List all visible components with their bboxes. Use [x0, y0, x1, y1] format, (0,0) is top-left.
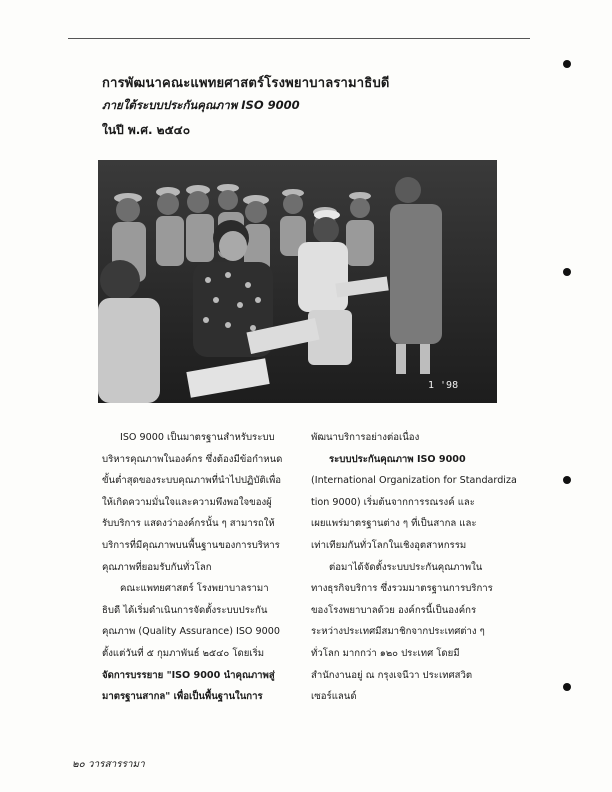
right-line: ทางธุรกิจบริการ ซึ่งรวมมาตรฐานการบริการ — [311, 583, 493, 595]
right-column — [311, 427, 521, 708]
left-column — [102, 427, 284, 708]
left-line: มาตรฐานสากล" เพื่อเป็นพื้นฐานในการ — [102, 691, 263, 703]
page-footer: ๒๐ วารสารรามา — [72, 759, 145, 770]
margin-dot-top — [563, 60, 571, 68]
left-line: ให้เกิดความมั่นใจและความพึงพอใจของผู้ — [102, 496, 272, 508]
right-line: ระบบประกันคุณภาพ ISO 9000 — [329, 453, 466, 465]
right-line: ทั่วโลก มากกว่า ๑๒๐ ประเทศ โดยมี — [311, 647, 460, 659]
left-line: ขั้นต่ำสุดของระบบคุณภาพที่นำไปปฏิบัติเพื่อ — [102, 475, 282, 487]
right-line: ต่อมาได้จัดตั้งระบบประกันคุณภาพใน — [329, 561, 483, 573]
left-line: รับบริการ แสดงว่าองค์กรนั้น ๆ สามารถให้ — [102, 518, 275, 530]
left-line: จัดการบรรยาย "ISO 9000 นำคุณภาพสู่ — [102, 669, 275, 681]
header-rule — [68, 38, 530, 39]
right-line: พัฒนาบริการอย่างต่อเนื่อง — [311, 432, 420, 443]
right-line: ระหว่างประเทศมีสมาชิกจากประเทศต่าง ๆ — [311, 626, 485, 638]
seminar-photo — [98, 160, 497, 403]
article-title: การพัฒนาคณะแพทยศาสตร์โรงพยาบาลรามาธิบดี — [102, 76, 390, 91]
article-subtitle: ภายใต้ระบบประกันคุณภาพ ISO 9000 — [102, 98, 300, 112]
left-line: ตั้งแต่วันที่ ๕ กุมภาพันธ์ ๒๕๔๐ โดยเริ่ม — [102, 647, 265, 659]
right-line: tion 9000) เริ่มต้นจากการรณรงค์ และ — [311, 496, 475, 508]
left-line: ISO 9000 เป็นมาตรฐานสำหรับระบบ — [120, 432, 275, 443]
right-line: เผยแพร่มาตรฐานต่าง ๆ ที่เป็นสากล และ — [311, 518, 477, 530]
margin-dot-middle — [563, 268, 571, 276]
margin-dot-lower — [563, 476, 571, 484]
article-year: ในปี พ.ศ. ๒๕๔๐ — [102, 123, 191, 137]
right-line: (International Organization for Standardiza — [311, 475, 517, 487]
margin-dot-bottom — [563, 683, 571, 691]
left-line: คณะแพทยศาสตร์ โรงพยาบาลรามา — [120, 583, 269, 595]
left-line: คุณภาพ (Quality Assurance) ISO 9000 — [102, 626, 280, 638]
left-line: บริการที่มีคุณภาพบนพื้นฐานของการบริหาร — [102, 539, 280, 551]
right-line: เท่าเทียมกันทั่วโลกในเชิงอุตสาหกรรม — [311, 539, 467, 551]
left-line: บริหารคุณภาพในองค์กร ซึ่งต้องมีข้อกำหนด — [102, 453, 283, 465]
left-line: ธิบดี ได้เริ่มดำเนินการจัดตั้งระบบประกัน — [102, 604, 268, 616]
right-line: เซอร์แลนด์ — [311, 691, 357, 703]
left-line: คุณภาพที่ยอมรับกันทั่วโลก — [102, 561, 212, 573]
right-line: สำนักงานอยู่ ณ กรุงเจนีวา ประเทศสวิต — [311, 669, 473, 681]
right-line: ของโรงพยาบาลด้วย องค์กรนี้เป็นองค์กร — [311, 604, 477, 616]
photo-date-stamp: 1 '98 — [428, 380, 459, 391]
